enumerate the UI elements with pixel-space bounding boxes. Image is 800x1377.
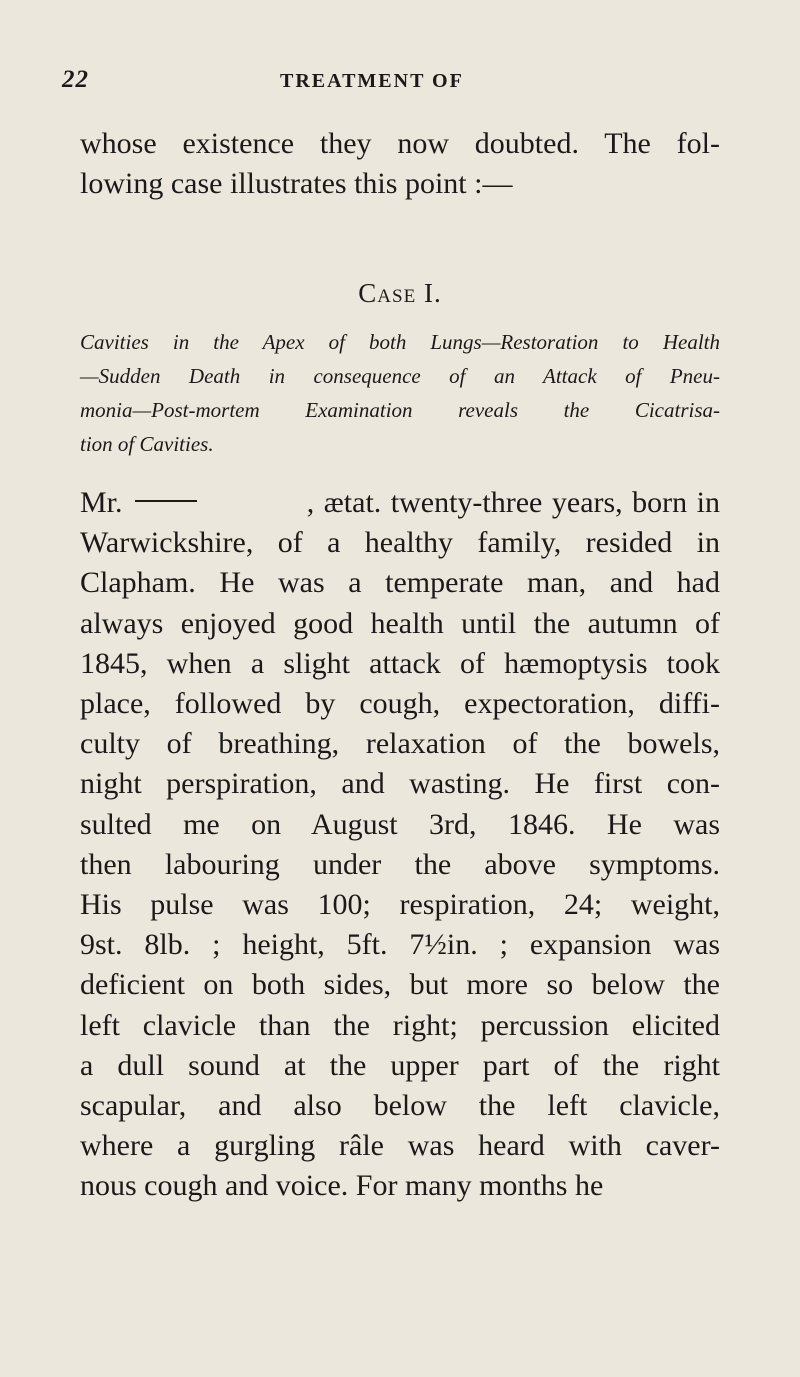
patient-title: Mr. bbox=[80, 486, 123, 519]
intro-paragraph bbox=[80, 124, 720, 204]
case-subtitle bbox=[80, 325, 720, 461]
page-header bbox=[62, 66, 722, 98]
name-dash bbox=[135, 500, 197, 502]
case-title: Case I. bbox=[358, 278, 442, 308]
text-line: 9st. 8lb. ; height, 5ft. 7½in. ; expansion was bbox=[80, 928, 720, 962]
text-line: 1845, when a slight attack of hæmoptysis took bbox=[80, 646, 720, 680]
text-line: culty of breathing, relaxation of the bowels, bbox=[80, 727, 720, 761]
subtitle-line: monia—Post-mortem Examination reveals the Cicatrisa- bbox=[80, 398, 720, 422]
text-line: place, followed by cough, expectoration, diffi- bbox=[80, 687, 720, 721]
text-line: scapular, and also below the left clavicle, bbox=[80, 1089, 720, 1123]
page-number: 22 bbox=[62, 66, 89, 93]
text-line-first bbox=[80, 483, 720, 523]
text-line: where a gurgling râle was heard with caver- bbox=[80, 1129, 720, 1163]
text-line: left clavicle than the right; percussion elicited bbox=[80, 1008, 720, 1042]
text-line: deficient on both sides, but more so below the bbox=[80, 968, 720, 1002]
text-line: nous cough and voice. For many months he bbox=[80, 1169, 604, 1203]
text-line: Warwickshire, of a healthy family, resided in bbox=[80, 526, 720, 560]
case-narrative bbox=[80, 483, 720, 1207]
running-head: TREATMENT OF bbox=[280, 70, 464, 92]
subtitle-line: tion of Cavities. bbox=[80, 432, 214, 456]
text-line: Clapham. He was a temperate man, and had bbox=[80, 566, 720, 600]
text-line: lowing case illustrates this point :— bbox=[80, 167, 513, 200]
text-line: sulted me on August 3rd, 1846. He was bbox=[80, 807, 720, 841]
text-line: a dull sound at the upper part of the right bbox=[80, 1048, 720, 1082]
text-line: His pulse was 100; respiration, 24; weight, bbox=[80, 888, 720, 922]
subtitle-line: Cavities in the Apex of both Lungs—Restoration to Health bbox=[80, 330, 720, 354]
text-line: then labouring under the above symptoms. bbox=[80, 847, 720, 881]
subtitle-line: —Sudden Death in consequence of an Attack of Pneu- bbox=[80, 364, 720, 388]
text-line: night perspiration, and wasting. He first con- bbox=[80, 767, 720, 801]
text-line: whose existence they now doubted. The fol- bbox=[80, 127, 720, 160]
text-line: always enjoyed good health until the autumn of bbox=[80, 606, 720, 640]
first-line-rest: , ætat. twenty-three years, born in bbox=[306, 486, 720, 519]
